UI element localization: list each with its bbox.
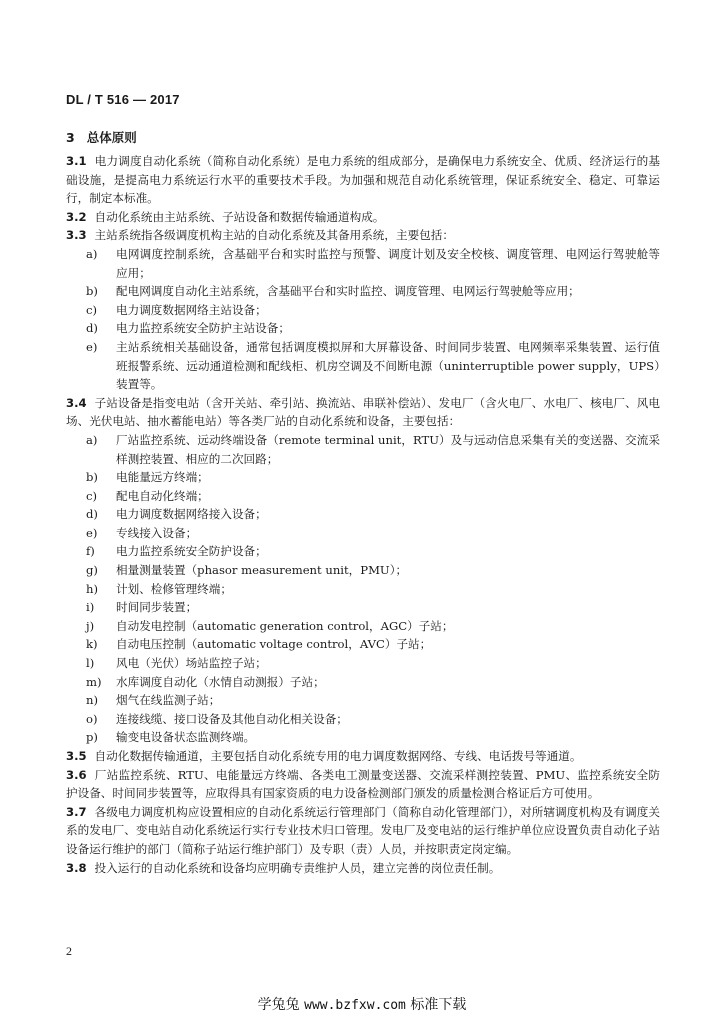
list-item-text: 电力监控系统安全防护主站设备； (116, 321, 290, 336)
list-item-marker: e) (86, 525, 98, 540)
clause-text: 子站设备是指变电站（含开关站、牵引站、换流站、串联补偿站）、发电厂（含火电厂、水电厂、核电厂、风电场、光伏电站、抽水蓄能电站）等各类厂站的自动化系统和设备，主要包括： (66, 395, 660, 429)
list-item-marker: e) (86, 339, 98, 354)
list-item (66, 673, 660, 692)
list-item-marker: f) (86, 544, 95, 559)
list-item (66, 542, 660, 561)
list-item (66, 728, 660, 747)
section-heading (66, 128, 137, 146)
list-item-text: 厂站监控系统、远动终端设备（remote terminal unit，RTU）及与远动信息采集有关的变送器、交流采样测控装置、相应的二次回路； (116, 432, 660, 466)
section-title-text: 总体原则 (86, 130, 137, 145)
list-item-marker: c) (86, 302, 98, 317)
list-item-marker: h) (86, 581, 98, 596)
list-item (66, 654, 660, 673)
clause-text: 主站系统指各级调度机构主站的自动化系统及其备用系统，主要包括： (94, 228, 454, 243)
clause-text: 自动化数据传输通道，主要包括自动化系统专用的电力调度数据网络、专线、电话拨号等通道。 (94, 749, 582, 763)
list-item (66, 282, 660, 301)
footer-site-link[interactable]: www.bzfxw.com (304, 998, 406, 1013)
list-item (66, 505, 660, 524)
clause-3-3 (66, 226, 660, 245)
list-item-marker: b) (86, 284, 98, 299)
list-item-text: 水库调度自动化（水情自动测报）子站； (116, 674, 325, 689)
clause-text: 电力调度自动化系统（简称自动化系统）是电力系统的组成部分，是确保电力系统安全、优质、经济运行的基础设施，是提高电力系统运行水平的重要技术手段。为加强和规范自动化系统管理，保证系统安全、稳定、可靠运行，制定本标准。 (66, 154, 660, 206)
list-item-text: 计划、检修管理终端； (116, 581, 232, 596)
clause-3-2 (66, 208, 660, 227)
clause-3-6 (66, 766, 660, 803)
clause-number: 3.8 (66, 860, 87, 875)
list-item-text: 自动发电控制（automatic generation control，AGC）子站； (116, 618, 454, 633)
clause-number: 3.1 (66, 154, 87, 168)
clause-text: 自动化系统由主站系统、子站设备和数据传输通道构成。 (94, 209, 385, 224)
list-item-marker: k) (86, 637, 98, 652)
page-footer (0, 994, 724, 1014)
list-item-marker: p) (86, 730, 98, 745)
list-item-marker: m) (86, 674, 102, 689)
list-item-text: 自动电压控制（automatic voltage control，AVC）子站； (116, 637, 432, 652)
list-item-marker: i) (86, 600, 95, 615)
list-item (66, 710, 660, 729)
list-item-text: 电力监控系统安全防护设备； (116, 544, 267, 559)
list-item-text: 电力调度数据网络主站设备； (116, 302, 267, 317)
clause-3-8 (66, 859, 660, 878)
page-number: 2 (66, 944, 72, 958)
list-item (66, 580, 660, 599)
list-item-text: 电力调度数据网络接入设备； (116, 507, 267, 522)
list-item-marker: c) (86, 488, 98, 503)
list-item-marker: g) (86, 563, 98, 578)
list-item-marker: n) (86, 693, 98, 708)
list-item-marker: j) (86, 618, 95, 633)
list-item-marker: l) (86, 656, 95, 671)
document-body (66, 152, 660, 877)
standard-code-header: DL / T 516 — 2017 (66, 92, 180, 107)
clause-3-5 (66, 747, 660, 766)
list-item-text: 主站系统相关基础设备，通常包括调度模拟屏和大屏幕设备、时间同步装置、电网频率采集装置、运行值班报警系统、远动通道检测和配线柜、机房空调及不间断电源（uninterruptible power supply，UPS）装置等。 (116, 339, 660, 392)
list-item (66, 617, 660, 636)
clause-number: 3.2 (66, 209, 87, 224)
clause-number: 3.6 (66, 767, 87, 782)
clause-number: 3.3 (66, 228, 87, 243)
clause-text: 厂站监控系统、RTU、电能量远方终端、各类电工测量变送器、交流采样测控装置、PMU、监控系统安全防护设备、时间同步装置等，应取得具有国家资质的电力设备检测部门颁发的质量检测合格证后方可使用。 (66, 767, 660, 801)
clause-text: 投入运行的自动化系统和设备均应明确专责维护人员，建立完善的岗位责任制。 (94, 860, 501, 875)
clause-number: 3.7 (66, 804, 87, 819)
list-item (66, 245, 660, 282)
list-item-text: 时间同步装置； (116, 600, 198, 615)
clause-number: 3.5 (66, 749, 87, 763)
list-item (66, 468, 660, 487)
list-item (66, 431, 660, 468)
list-item-marker: b) (86, 470, 98, 485)
list-item-text: 配电网调度自动化主站系统，含基础平台和实时监控、调度管理、电网运行驾驶舱等应用； (116, 284, 580, 299)
list-item (66, 338, 660, 394)
list-item (66, 635, 660, 654)
clause-text: 各级电力调度机构应设置相应的自动化系统运行管理部门（简称自动化管理部门），对所辖调度机构及有调度关系的发电厂、变电站自动化系统运行实行专业技术归口管理。发电厂及变电站的运行维护单位应设置负责自动化子站设备运行维护的部门（简称子站运行维护部门）及专职（责）人员，并按职责定岗定编。 (66, 804, 660, 856)
list-item-text: 输变电设备状态监测终端。 (116, 730, 256, 745)
clause-3-7 (66, 803, 660, 859)
section-number: 3 (66, 130, 75, 145)
list-item-marker: a) (86, 246, 98, 261)
list-item-text: 连接线缆、接口设备及其他自动化相关设备； (116, 711, 348, 726)
list-item-text: 烟气在线监测子站； (116, 693, 221, 708)
list-item-text: 相量测量装置（phasor measurement unit，PMU）； (116, 563, 408, 578)
list-item (66, 524, 660, 543)
clause-3-4 (66, 394, 660, 431)
list-item-text: 风电（光伏）场站监控子站； (116, 656, 267, 671)
clause-3-1 (66, 152, 660, 208)
list-item (66, 691, 660, 710)
clause-number: 3.4 (66, 395, 87, 410)
list-item-text: 专线接入设备； (116, 525, 198, 540)
list-item-text: 电能量远方终端； (116, 470, 209, 485)
list-item-text: 电网调度控制系统，含基础平台和实时监控与预警、调度计划及安全校核、调度管理、电网运行驾驶舱等应用； (116, 246, 660, 280)
list-item (66, 598, 660, 617)
list-item (66, 301, 660, 320)
list-item-marker: d) (86, 321, 98, 336)
footer-label: 标准下载 (410, 997, 467, 1013)
list-item-marker: a) (86, 432, 98, 447)
list-item (66, 319, 660, 338)
list-item (66, 487, 660, 506)
footer-brand: 学兔兔 (257, 997, 300, 1013)
list-item-marker: d) (86, 507, 98, 522)
list-item (66, 561, 660, 580)
list-item-marker: o) (86, 711, 98, 726)
list-item-text: 配电自动化终端； (116, 488, 209, 503)
